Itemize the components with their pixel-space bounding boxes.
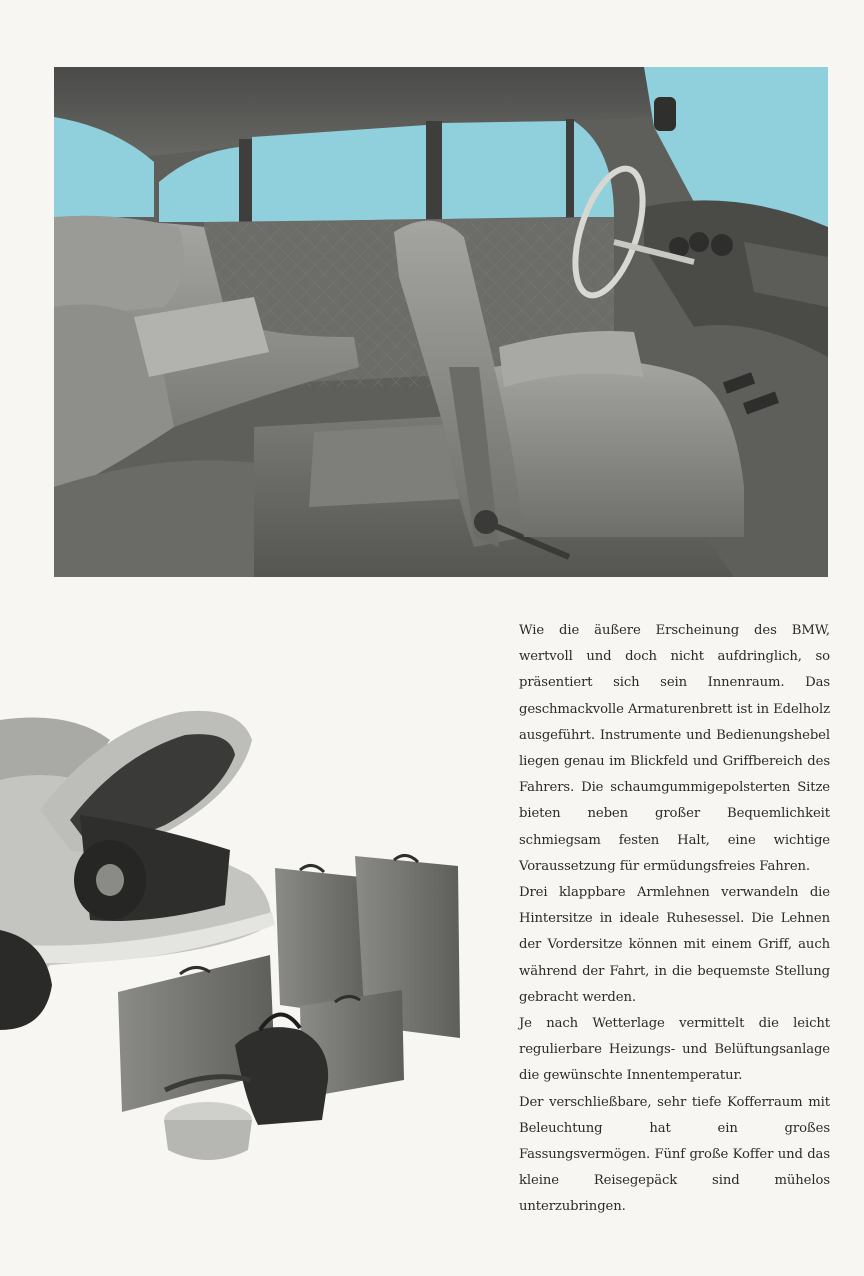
body-text [519, 618, 830, 1221]
paragraph-trunk: Der verschließbare, sehr tiefe Kofferraum mit Beleuchtung hat ein großes Fassungsvermögen. Fünf große Koffer und das kleine Reisegepäck sind mühelos unterzubringen. [519, 1094, 830, 1215]
car-interior-photo [54, 67, 828, 577]
paragraph-armrests: Drei klappbare Armlehnen verwandeln die Hintersitze in ideale Ruhesessel. Die Lehnen der Vordersitze können mit einem Griff, auch während der Fahrt, in die bequemste Stellung gebracht werden. [519, 885, 830, 1005]
trunk-luggage-photo [0, 700, 470, 1170]
paragraph-heating: Je nach Wetterlage vermittelt die leicht regulierbare Heizungs- und Belüftungsanlage die gewünschte Innentemperatur. [519, 1016, 830, 1084]
paragraph-interior: Wie die äußere Erscheinung des BMW, wertvoll und doch nicht aufdringlich, so präsentiert sich sein Innenraum. Das geschmackvolle Armaturenbrett ist in Edelholz ausgeführt. Instrumente und Bedienungshebel liegen genau im Blickfeld und Griffbereich des Fahrers. Die schaumgummigepolsterten Sitze bieten neben großer Bequemlichkeit schmiegsam festen Halt, eine wichtige Voraussetzung für ermüdungsfreies Fahren. [519, 623, 830, 874]
